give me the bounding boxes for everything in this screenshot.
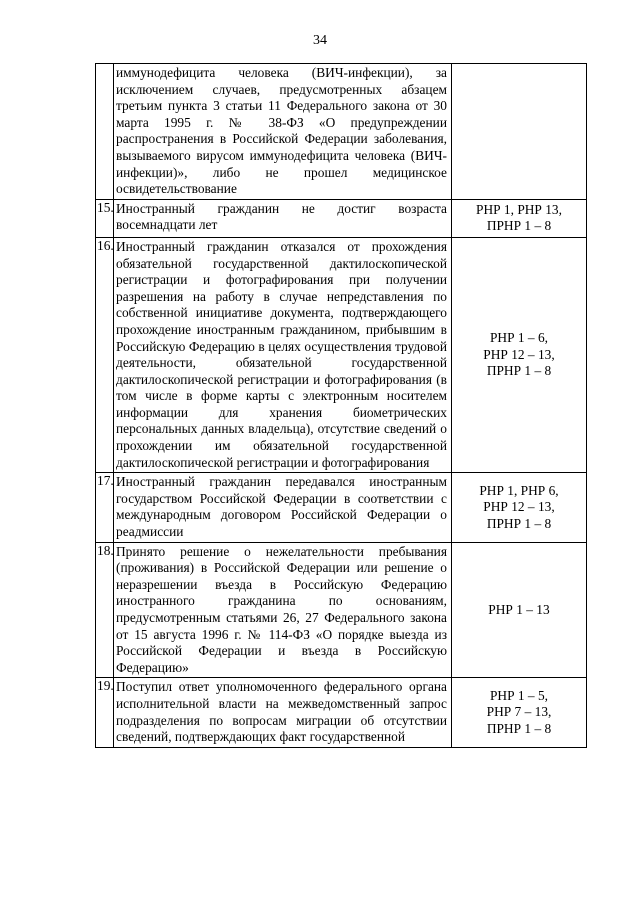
code-line: РНР 1, РНР 6, [479,482,559,498]
table-row [96,199,587,237]
row-codes [452,678,587,747]
row-number: 15. [96,199,114,237]
row-codes [452,64,587,200]
table-row [96,237,587,472]
page-number: 34 [313,33,327,48]
code-line: РНР 12 – 13, [483,346,555,362]
code-line: РНР 1 – 5, [489,687,549,703]
row-codes [452,199,587,237]
row-number: 18. [96,542,114,678]
row-codes [452,473,587,542]
code-line: РНР 7 – 13, [486,704,552,720]
grounds-table [95,63,587,748]
row-codes [452,237,587,472]
row-number: 16. [96,237,114,472]
row-number: 19. [96,678,114,747]
code-line: ПРНР 1 – 8 [486,720,552,736]
table-row [96,542,587,678]
table-row [96,64,587,200]
row-text: Иностранный гражданин передавался иностранным государством Российской Федерации в соответствии с международным договором Российской Федерации о реадмиссии [114,473,452,542]
code-line: РНР 12 – 13, [483,499,555,515]
code-line: РНР 1 – 6, [489,330,549,346]
row-codes [452,542,587,678]
row-number: 17. [96,473,114,542]
table-row [96,678,587,747]
code-line: ПРНР 1 – 8 [486,218,552,234]
code-line: ПРНР 1 – 8 [486,363,552,379]
row-text: Иностранный гражданин отказался от прохождения обязательной государственной дактилоскопической регистрации и фотографирования при получении разрешения на работу в случае непредставления по собственной инициативе документа, подтверждающего прохождение иностранным гражданином, прибывшим в Российскую Федерацию в целях осуществления трудовой деятельности, обязательной государственной дактилоскопической регистрации и фотографирования (в том числе в форме карты с электронным носителем информации для хранения биометрических персональных данных владельца), отсутствие сведений о прохождении им обязательной государственной дактилоскопической регистрации и фотографирования [114,237,452,472]
row-text: Принято решение о нежелательности пребывания (проживания) в Российской Федерации или решение о неразрешении въезда в Российскую Федерацию иностранного гражданина по основаниям, предусмотренным статьями 26, 27 Федерального закона от 15 августа 1996 г. № 114-ФЗ «О порядке выезда из Российской Федерации и въезда в Российскую Федерацию» [114,542,452,678]
row-number [96,64,114,200]
row-text: Поступил ответ уполномоченного федерального органа исполнительной власти на межведомственный запрос подразделения по вопросам миграции об отсутствии сведений, подтверждающих факт государственной [114,678,452,747]
row-text: Иностранный гражданин не достиг возраста восемнадцати лет [114,199,452,237]
code-line: РНР 1 – 13 [488,601,550,617]
row-text: иммунодефицита человека (ВИЧ-инфекции), за исключением случаев, предусмотренных абзацем третьим пункта 3 статьи 11 Федерального закона от 30 марта 1995 г. № 38-ФЗ «О предупреждении распространения в Российской Федерации заболевания, вызываемого вирусом иммунодефицита человека (ВИЧ-инфекции)», либо не прошел медицинское освидетельствование [114,64,452,200]
code-line: РНР 1, РНР 13, [476,201,562,217]
table-row [96,473,587,542]
code-line: ПРНР 1 – 8 [486,515,552,531]
